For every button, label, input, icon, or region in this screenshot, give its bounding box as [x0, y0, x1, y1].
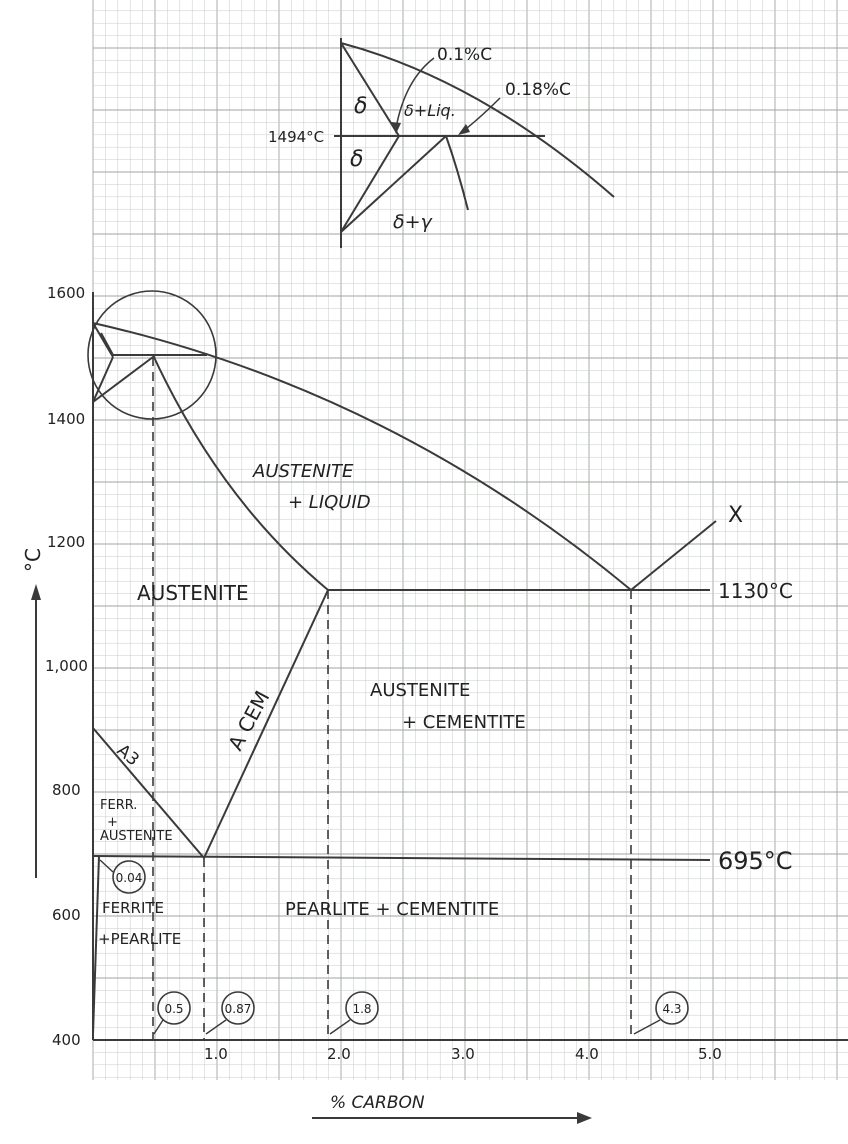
region-ferrite-austenite-label: FERR.	[100, 798, 138, 813]
circled-marker-label: 0.04	[115, 871, 143, 885]
circled-marker-label: 4.3	[662, 1002, 682, 1016]
y-tick-label: 1200	[47, 533, 86, 551]
circled-marker-label: 0.5	[164, 1002, 184, 1016]
x-axis-label: % CARBON	[330, 1093, 425, 1113]
inset-delta-liquid-label: δ+Liq.	[404, 101, 456, 120]
x-tick-label: 5.0	[698, 1045, 722, 1063]
region-austenite-liquid-label: AUSTENITE	[253, 461, 354, 482]
acem-line-label: A CEM	[223, 686, 275, 755]
inset-c01-label: 0.1%C	[437, 45, 493, 65]
region-ferrite-pearlite-label: +PEARLITE	[98, 930, 182, 948]
y-tick-label: 1400	[47, 410, 86, 428]
inset-temperature-label: 1494°C	[268, 128, 325, 146]
region-austenite-label: AUSTENITE	[137, 581, 249, 605]
circled-marker-label: 1.8	[352, 1002, 372, 1016]
inset-delta-upper-label: δ	[354, 94, 368, 119]
circled-marker-label: 0.87	[224, 1002, 252, 1016]
x-tick-label: 1.0	[204, 1045, 228, 1063]
region-austenite-cementite-label: + CEMENTITE	[402, 712, 526, 733]
region-austenite-liquid-label: + LIQUID	[288, 492, 371, 513]
a3-line-label: A3	[112, 740, 143, 771]
y-tick-label: 1,000	[45, 657, 88, 675]
region-ferrite-austenite-label: AUSTENITE	[100, 829, 173, 844]
inset-delta-lower-label: δ	[350, 147, 364, 172]
x-tick-label: 3.0	[451, 1045, 475, 1063]
y-axis-label: °C	[21, 548, 45, 572]
x-marker-label: X	[728, 503, 744, 528]
inset-delta-gamma-label: δ+γ	[393, 211, 432, 233]
y-tick-label: 400	[52, 1031, 81, 1049]
inset-c018-label: 0.18%C	[505, 80, 571, 100]
region-pearlite-cementite-label: PEARLITE + CEMENTITE	[285, 899, 500, 920]
region-ferrite-pearlite-label: FERRITE	[102, 899, 165, 917]
y-tick-label: 1600	[47, 284, 86, 302]
eutectoid-temperature-label: 695°C	[718, 847, 793, 875]
region-austenite-cementite-label: AUSTENITE	[370, 680, 471, 701]
eutectic-temperature-label: 1130°C	[718, 579, 793, 603]
x-tick-label: 4.0	[575, 1045, 599, 1063]
x-tick-label: 2.0	[327, 1045, 351, 1063]
y-tick-label: 800	[52, 781, 81, 799]
y-tick-label: 600	[52, 906, 81, 924]
region-ferrite-austenite-label: +	[107, 815, 118, 830]
